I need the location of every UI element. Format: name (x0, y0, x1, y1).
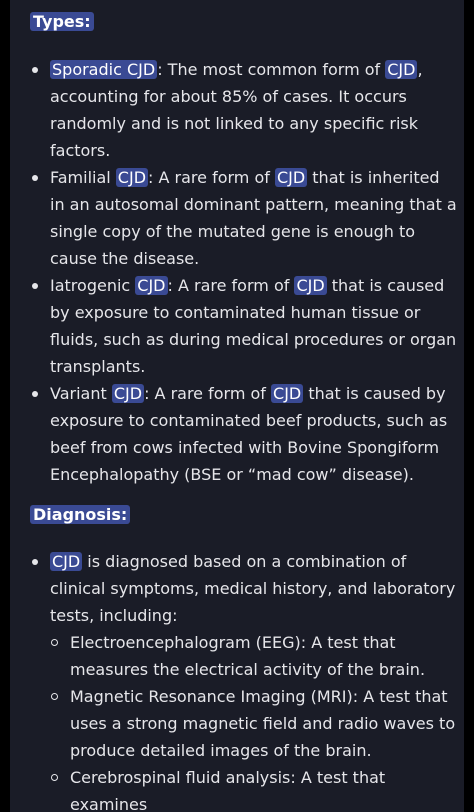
list-item-familial (30, 164, 458, 272)
highlight-term: CJD (113, 384, 143, 403)
sublist-item-mri: Magnetic Resonance Imaging (MRI): A test that uses a strong magnetic field and radio waves to produce detailed images of the brain. (50, 683, 458, 764)
tests-sublist (50, 629, 458, 812)
highlight-term: CJD (273, 384, 302, 403)
types-list (30, 56, 458, 488)
highlight-term: CJD (276, 168, 306, 187)
item-text: that is inherited in an autosomal dominant pattern, meaning that a single copy of the mutated gene is enough to cause the disease. (50, 168, 457, 268)
item-text: Variant (50, 384, 112, 403)
list-item-variant (30, 380, 458, 488)
highlight-term: CJD (296, 276, 325, 295)
list-item-diagnosis (30, 548, 458, 812)
highlight-term: CJD (117, 168, 147, 187)
sublist-item-csf: Cerebrospinal fluid analysis: A test that examines (50, 764, 458, 812)
highlight-term: CJD (52, 552, 81, 571)
diagnosis-heading-label: Diagnosis: (30, 505, 130, 524)
response-content (30, 10, 458, 812)
item-text: : A rare form of (167, 276, 295, 295)
diagnosis-heading (30, 503, 458, 527)
list-item-iatrogenic (30, 272, 458, 380)
chat-response-panel (10, 0, 464, 812)
item-text: Familial (50, 168, 116, 187)
list-item-sporadic (30, 56, 458, 164)
item-text: : A rare form of (148, 168, 275, 187)
item-text: that is caused by exposure to contaminated beef products, such as beef from cows infected with Bovine Spongiform Encephalopathy (BSE or “mad cow” disease). (50, 384, 448, 484)
types-heading (30, 10, 458, 34)
highlight-term: CJD (387, 60, 416, 79)
item-text: : A rare form of (144, 384, 272, 403)
item-text: , accounting for about 85% of cases. It occurs randomly and is not linked to any specific risk factors. (50, 60, 423, 160)
types-heading-label: Types: (30, 12, 94, 31)
item-text: : The most common form of (157, 60, 386, 79)
diagnosis-list (30, 548, 458, 812)
sublist-item-eeg: Electroencephalogram (EEG): A test that measures the electrical activity of the brain. (50, 629, 458, 683)
highlight-term: Sporadic CJD (52, 60, 156, 79)
item-text: that is caused by exposure to contaminated human tissue or fluids, such as during medical procedures or organ transplants. (50, 276, 457, 376)
highlight-term: CJD (137, 276, 166, 295)
item-text: is diagnosed based on a combination of clinical symptoms, medical history, and laboratory tests, including: (50, 552, 456, 625)
item-text: Iatrogenic (50, 276, 136, 295)
